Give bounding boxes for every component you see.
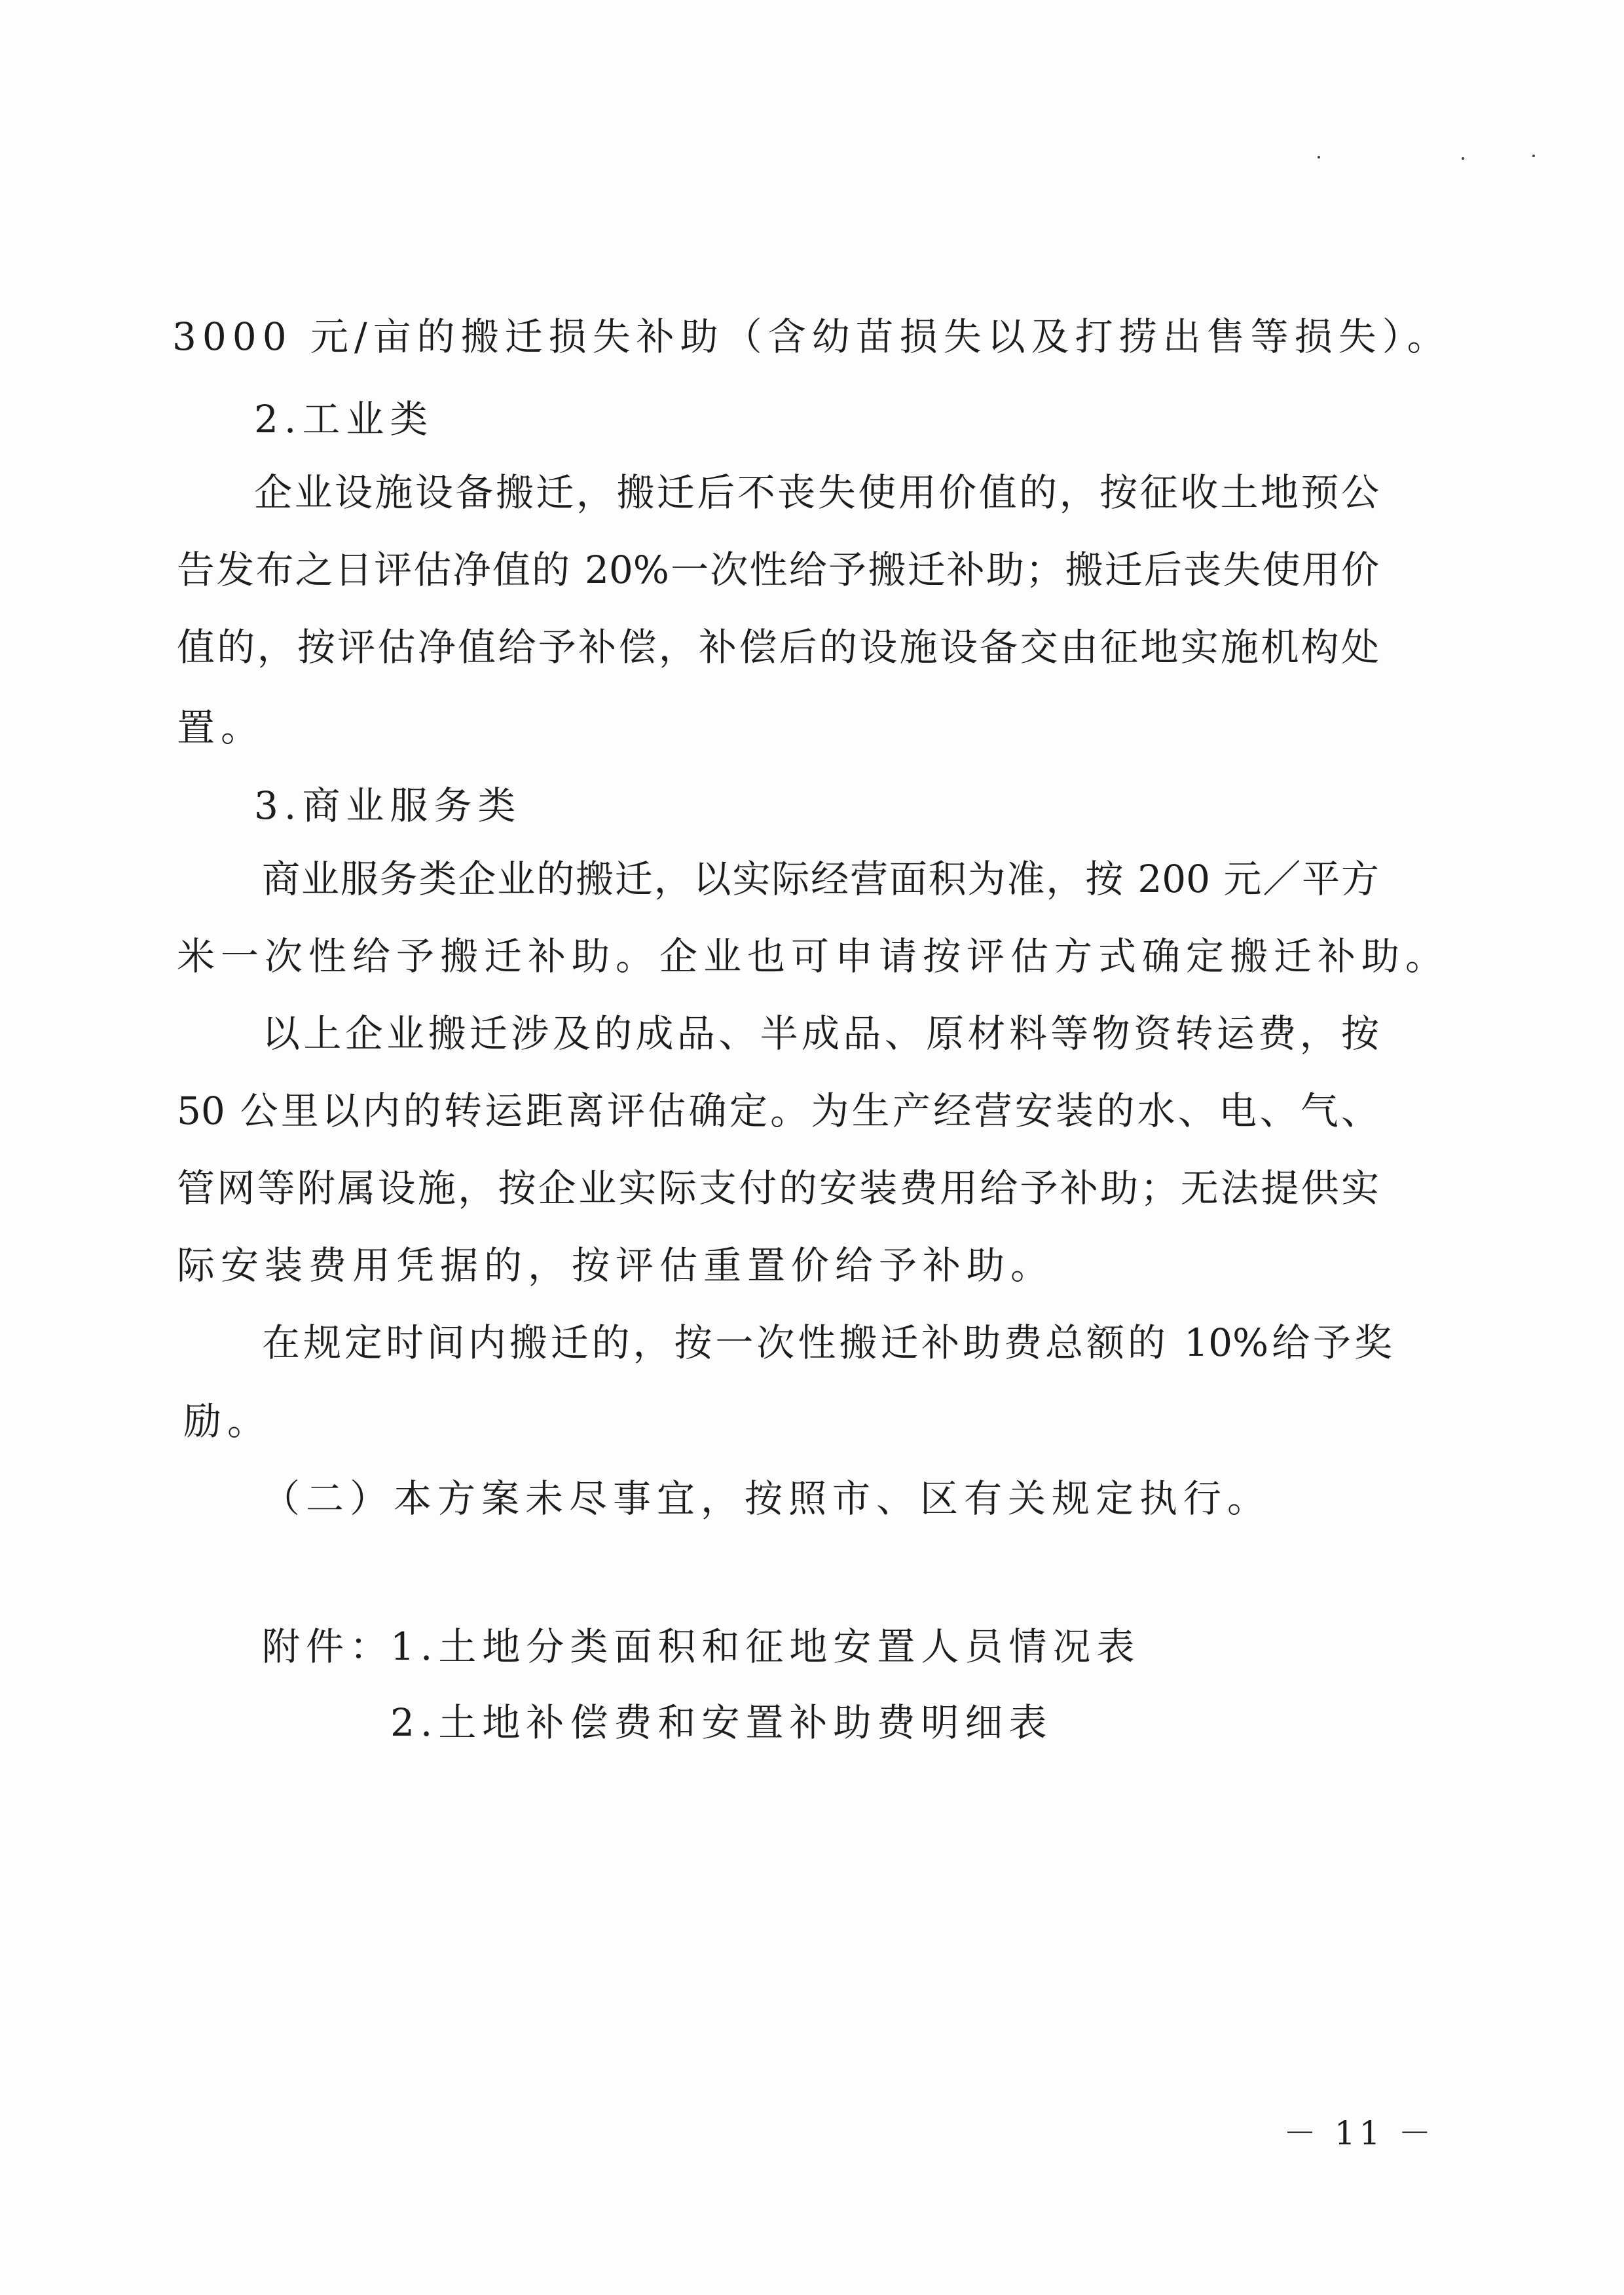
- scan-speck: [1462, 157, 1464, 160]
- attachment-item: 1.土地分类面积和征地安置人员情况表: [390, 1624, 1141, 1669]
- section-heading: 3.商业服务类: [254, 783, 522, 828]
- paragraph-line: 商业服务类企业的搬迁，以实际经营面积为准，按 200 元／平方: [262, 857, 1379, 901]
- paragraph-line: 以上企业搬迁涉及的成品、半成品、原材料等物资转运费，按: [262, 1011, 1379, 1056]
- paragraph-line: 企业设施设备搬迁，搬迁后不丧失使用价值的，按征收土地预公: [254, 470, 1379, 515]
- paragraph-line: 告发布之日评估净值的 20%一次性给予搬迁补助；搬迁后丧失使用价: [177, 548, 1379, 592]
- section-heading: 2.工业类: [254, 397, 434, 441]
- paragraph-line: 管网等附属设施，按企业实际支付的安装费用给予补助；无法提供实: [177, 1166, 1379, 1210]
- paragraph-line: 在规定时间内搬迁的，按一次性搬迁补助费总额的 10%给予奖: [262, 1320, 1392, 1365]
- attachments-label: 附件：: [262, 1624, 394, 1669]
- paragraph-line: 米一次性给予搬迁补助。企业也可申请按评估方式确定搬迁补助。: [177, 934, 1450, 979]
- scan-speck: [1318, 156, 1320, 159]
- paragraph-line: 置。: [177, 705, 265, 750]
- paragraph-line: 50 公里以内的转运距离评估确定。为生产经营安装的水、电、气、: [177, 1089, 1379, 1133]
- paragraph-line: 励。: [183, 1399, 272, 1444]
- attachment-item: 2.土地补偿费和安置补助费明细表: [390, 1700, 1053, 1745]
- page-number: － 11 －: [1283, 2114, 1435, 2152]
- paragraph-line: 值的，按评估净值给予补偿，补偿后的设施设备交由征地实施机构处: [177, 625, 1379, 669]
- paragraph-line: （二）本方案未尽事宜，按照市、区有关规定执行。: [262, 1476, 1272, 1521]
- paragraph-line: 际安装费用凭据的，按评估重置价给予补助。: [177, 1243, 1055, 1288]
- scan-speck: [1532, 155, 1535, 157]
- paragraph-line: 3000 元/亩的搬迁损失补助（含幼苗损失以及打捞出售等损失）。: [172, 314, 1451, 359]
